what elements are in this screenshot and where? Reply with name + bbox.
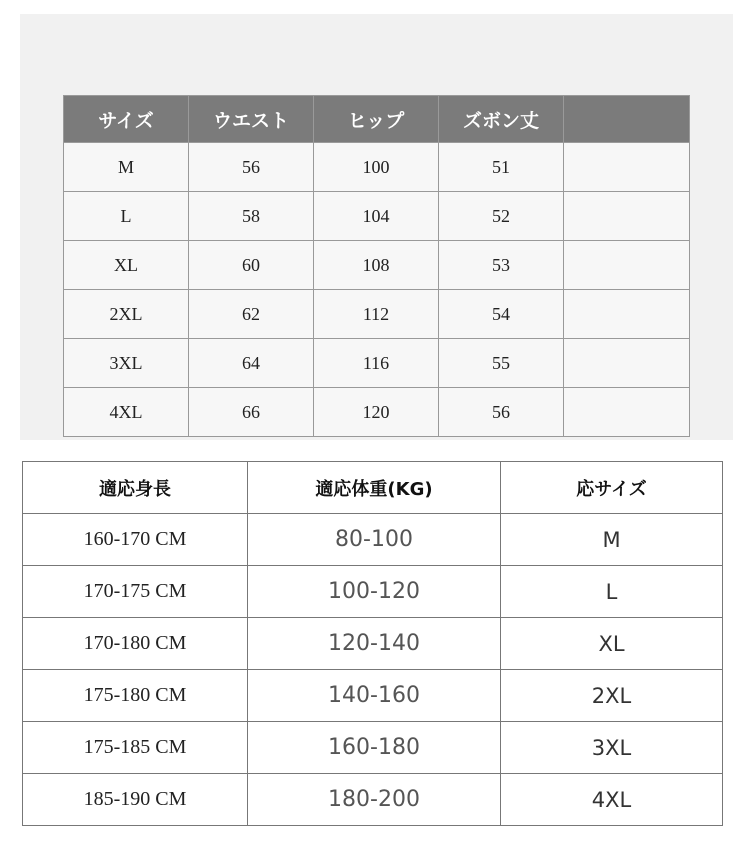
hip-cell: 116	[314, 339, 439, 388]
fit-size-cell: L	[501, 566, 723, 618]
header-size: サイズ	[64, 96, 189, 143]
empty-cell	[564, 241, 690, 290]
fit-size-cell: 2XL	[501, 670, 723, 722]
header-hip: ヒップ	[314, 96, 439, 143]
fit-size-cell: M	[501, 514, 723, 566]
table-row	[23, 774, 723, 826]
weight-cell: 80-100	[248, 514, 501, 566]
fit-size-cell: 3XL	[501, 722, 723, 774]
waist-cell: 60	[189, 241, 314, 290]
table-row	[64, 143, 690, 192]
size-cell: M	[64, 143, 189, 192]
waist-cell: 56	[189, 143, 314, 192]
table-row	[64, 192, 690, 241]
size-chart-table	[63, 95, 690, 437]
waist-cell: 58	[189, 192, 314, 241]
weight-cell: 180-200	[248, 774, 501, 826]
fit-size-cell: XL	[501, 618, 723, 670]
fit-chart-header-row	[23, 462, 723, 514]
header-pants-length: ズボン丈	[439, 96, 564, 143]
table-row	[23, 566, 723, 618]
table-row	[64, 388, 690, 437]
table-row	[23, 670, 723, 722]
size-cell: L	[64, 192, 189, 241]
size-chart-header-row	[64, 96, 690, 143]
weight-cell: 160-180	[248, 722, 501, 774]
fit-chart-table	[22, 461, 723, 826]
height-cell: 185-190 CM	[23, 774, 248, 826]
header-empty	[564, 96, 690, 143]
table-row	[23, 722, 723, 774]
size-cell: 4XL	[64, 388, 189, 437]
length-cell: 52	[439, 192, 564, 241]
empty-cell	[564, 192, 690, 241]
empty-cell	[564, 339, 690, 388]
hip-cell: 104	[314, 192, 439, 241]
length-cell: 56	[439, 388, 564, 437]
weight-cell: 100-120	[248, 566, 501, 618]
empty-cell	[564, 143, 690, 192]
height-cell: 175-185 CM	[23, 722, 248, 774]
table-row	[64, 290, 690, 339]
header-waist: ウエスト	[189, 96, 314, 143]
height-cell: 170-175 CM	[23, 566, 248, 618]
height-cell: 175-180 CM	[23, 670, 248, 722]
hip-cell: 108	[314, 241, 439, 290]
empty-cell	[564, 388, 690, 437]
waist-cell: 66	[189, 388, 314, 437]
table-row	[64, 241, 690, 290]
weight-cell: 140-160	[248, 670, 501, 722]
fit-size-cell: 4XL	[501, 774, 723, 826]
size-cell: 3XL	[64, 339, 189, 388]
hip-cell: 120	[314, 388, 439, 437]
table-row	[64, 339, 690, 388]
hip-cell: 112	[314, 290, 439, 339]
table-row	[23, 514, 723, 566]
height-cell: 170-180 CM	[23, 618, 248, 670]
length-cell: 51	[439, 143, 564, 192]
empty-cell	[564, 290, 690, 339]
length-cell: 54	[439, 290, 564, 339]
height-cell: 160-170 CM	[23, 514, 248, 566]
header-weight: 適応体重(KG)	[248, 462, 501, 514]
length-cell: 53	[439, 241, 564, 290]
hip-cell: 100	[314, 143, 439, 192]
size-cell: 2XL	[64, 290, 189, 339]
weight-cell: 120-140	[248, 618, 501, 670]
waist-cell: 62	[189, 290, 314, 339]
header-height: 適応身長	[23, 462, 248, 514]
size-cell: XL	[64, 241, 189, 290]
waist-cell: 64	[189, 339, 314, 388]
header-fit-size: 応サイズ	[501, 462, 723, 514]
table-row	[23, 618, 723, 670]
length-cell: 55	[439, 339, 564, 388]
